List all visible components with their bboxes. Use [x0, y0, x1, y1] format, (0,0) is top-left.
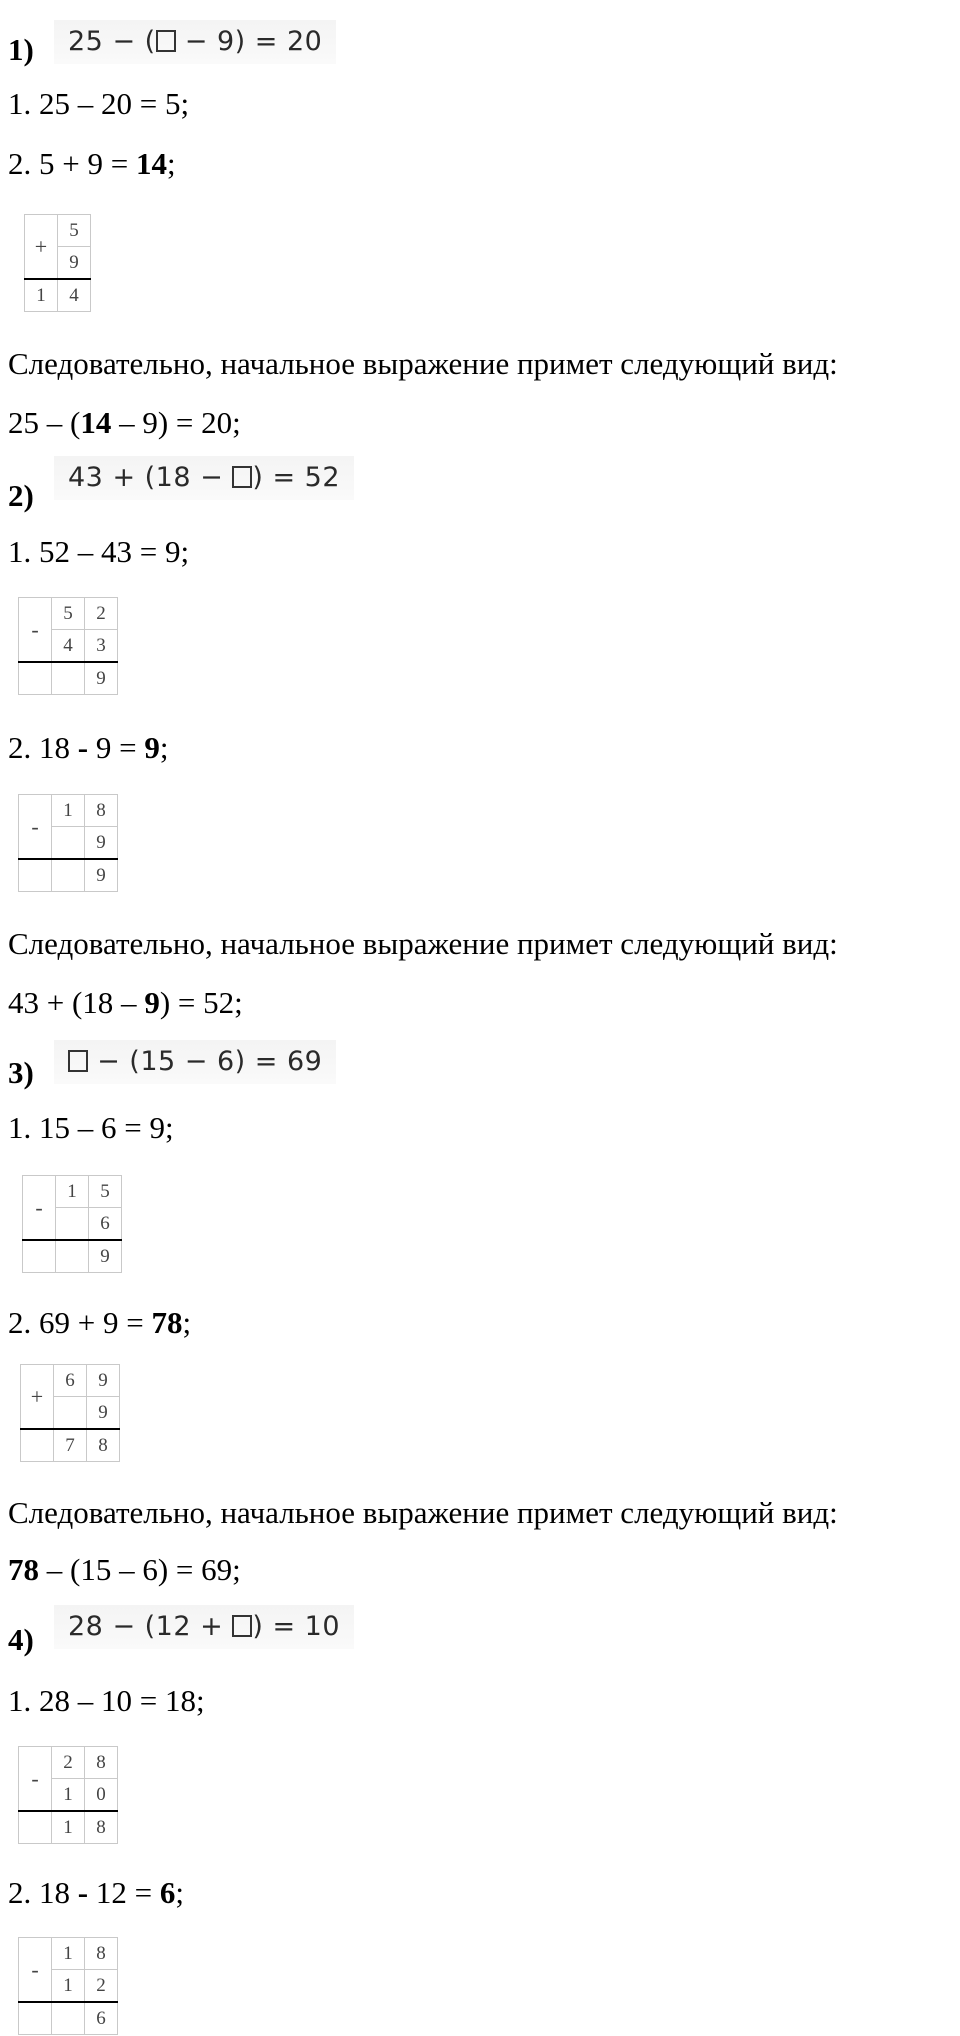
operation-sign: -	[19, 1747, 52, 1812]
blank-box-icon	[156, 30, 176, 52]
digit: 1	[52, 1811, 85, 1844]
task-4-label: 4)	[8, 1622, 34, 1657]
digit: 5	[52, 598, 85, 630]
digit	[52, 827, 85, 860]
task-4-step-2	[8, 1875, 184, 1911]
task-1-step-2	[8, 146, 176, 182]
digit	[52, 2002, 85, 2035]
task-1-final	[8, 405, 241, 441]
blank-box-icon	[68, 1050, 88, 1072]
step-text: 2. 18	[8, 730, 78, 765]
digit: 2	[52, 1747, 85, 1779]
task-4-step-1: 1. 28 – 10 = 18;	[8, 1683, 205, 1718]
task-3-final	[8, 1552, 241, 1588]
column-calculation	[18, 597, 118, 695]
final-text: 25 – (	[8, 405, 81, 440]
operation-sign: +	[21, 1365, 54, 1430]
task-2-final	[8, 985, 243, 1021]
blank-box-icon	[232, 1615, 252, 1637]
expression-part: − (15 − 6) = 69	[88, 1046, 323, 1077]
step-answer: 6	[159, 1875, 176, 1910]
digit: 1	[25, 279, 58, 312]
task-3-step-2	[8, 1305, 191, 1341]
step-text: 12 =	[88, 1875, 160, 1910]
digit: 5	[58, 215, 91, 247]
expression-part: ) = 52	[252, 462, 341, 493]
task-2-step-1: 1. 52 – 43 = 9;	[8, 534, 190, 569]
digit: 2	[85, 598, 118, 630]
final-text: – (15 – 6) = 69;	[39, 1552, 241, 1587]
expression-part: 28 − (12 +	[68, 1611, 233, 1642]
final-text: 43 + (18 –	[8, 985, 145, 1020]
expression-part: − 9) = 20	[175, 26, 323, 57]
column-calculation	[18, 1746, 118, 1844]
digit	[23, 1240, 56, 1273]
digit	[21, 1429, 54, 1462]
column-calculation	[20, 1364, 120, 1462]
digit	[19, 2002, 52, 2035]
digit	[56, 1240, 89, 1273]
digit: 8	[87, 1429, 120, 1462]
expression-part: ) = 10	[252, 1611, 341, 1642]
operation-sign: +	[25, 215, 58, 280]
digit: 6	[85, 2002, 118, 2035]
digit: 9	[85, 859, 118, 892]
column-calculation	[18, 1937, 118, 2035]
step-operator: -	[77, 730, 89, 765]
digit: 8	[85, 795, 118, 827]
step-text: 9 =	[88, 730, 145, 765]
task-2-step-2	[8, 730, 168, 766]
digit: 9	[89, 1240, 122, 1273]
blank-box-icon	[232, 466, 252, 488]
digit	[19, 859, 52, 892]
digit: 9	[58, 247, 91, 280]
digit: 8	[85, 1938, 118, 1970]
final-text: – 9) = 20;	[111, 405, 241, 440]
digit: 1	[52, 1938, 85, 1970]
digit: 1	[52, 1779, 85, 1812]
digit: 1	[56, 1176, 89, 1208]
digit	[54, 1397, 87, 1430]
step-answer: 9	[144, 730, 160, 765]
digit	[19, 1811, 52, 1844]
step-text: ;	[175, 1875, 184, 1910]
task-3-conclusion: Следовательно, начальное выражение примет следующий вид:	[8, 1495, 838, 1530]
step-operator: -	[77, 1875, 89, 1910]
digit	[52, 859, 85, 892]
step-text: 2. 5 + 9 =	[8, 146, 136, 181]
digit: 0	[85, 1779, 118, 1812]
operation-sign: -	[19, 598, 52, 663]
digit: 1	[52, 1970, 85, 2003]
operation-sign: -	[19, 1938, 52, 2003]
task-2-conclusion: Следовательно, начальное выражение примет следующий вид:	[8, 926, 838, 961]
operation-sign: -	[19, 795, 52, 860]
digit: 4	[52, 630, 85, 663]
digit: 1	[52, 795, 85, 827]
digit: 3	[85, 630, 118, 663]
task-1-expression	[54, 20, 336, 64]
digit: 6	[54, 1365, 87, 1397]
digit	[52, 662, 85, 695]
task-1-label: 1)	[8, 32, 34, 67]
final-answer: 78	[8, 1552, 39, 1587]
step-text: ;	[166, 146, 176, 181]
digit: 5	[89, 1176, 122, 1208]
digit: 9	[87, 1397, 120, 1430]
task-2-label: 2)	[8, 478, 34, 513]
digit: 8	[85, 1747, 118, 1779]
expression-part: 25 − (	[68, 26, 156, 57]
column-calculation	[24, 214, 91, 312]
task-2-expression	[54, 456, 354, 500]
digit: 4	[58, 279, 91, 312]
step-text: 2. 69 + 9 =	[8, 1305, 152, 1340]
step-text: ;	[182, 1305, 192, 1340]
digit: 9	[87, 1365, 120, 1397]
final-answer: 14	[80, 405, 112, 440]
digit: 8	[85, 1811, 118, 1844]
task-1-conclusion: Следовательно, начальное выражение примет следующий вид:	[8, 346, 838, 381]
task-3-step-1: 1. 15 – 6 = 9;	[8, 1110, 174, 1145]
digit: 2	[85, 1970, 118, 2003]
operation-sign: -	[23, 1176, 56, 1241]
step-answer: 14	[135, 146, 167, 181]
digit	[56, 1208, 89, 1241]
digit: 9	[85, 662, 118, 695]
task-1-step-1: 1. 25 – 20 = 5;	[8, 86, 190, 121]
step-answer: 78	[151, 1305, 183, 1340]
task-4-expression	[54, 1605, 354, 1649]
final-text: ) = 52;	[159, 985, 243, 1020]
final-answer: 9	[144, 985, 160, 1020]
task-3-label: 3)	[8, 1055, 34, 1090]
digit: 7	[54, 1429, 87, 1462]
step-text: 2. 18	[8, 1875, 78, 1910]
expression-part: 43 + (18 −	[68, 462, 233, 493]
column-calculation	[22, 1175, 122, 1273]
digit: 9	[85, 827, 118, 860]
step-text: ;	[159, 730, 169, 765]
task-3-expression	[54, 1040, 336, 1084]
column-calculation	[18, 794, 118, 892]
digit: 6	[89, 1208, 122, 1241]
digit	[19, 662, 52, 695]
